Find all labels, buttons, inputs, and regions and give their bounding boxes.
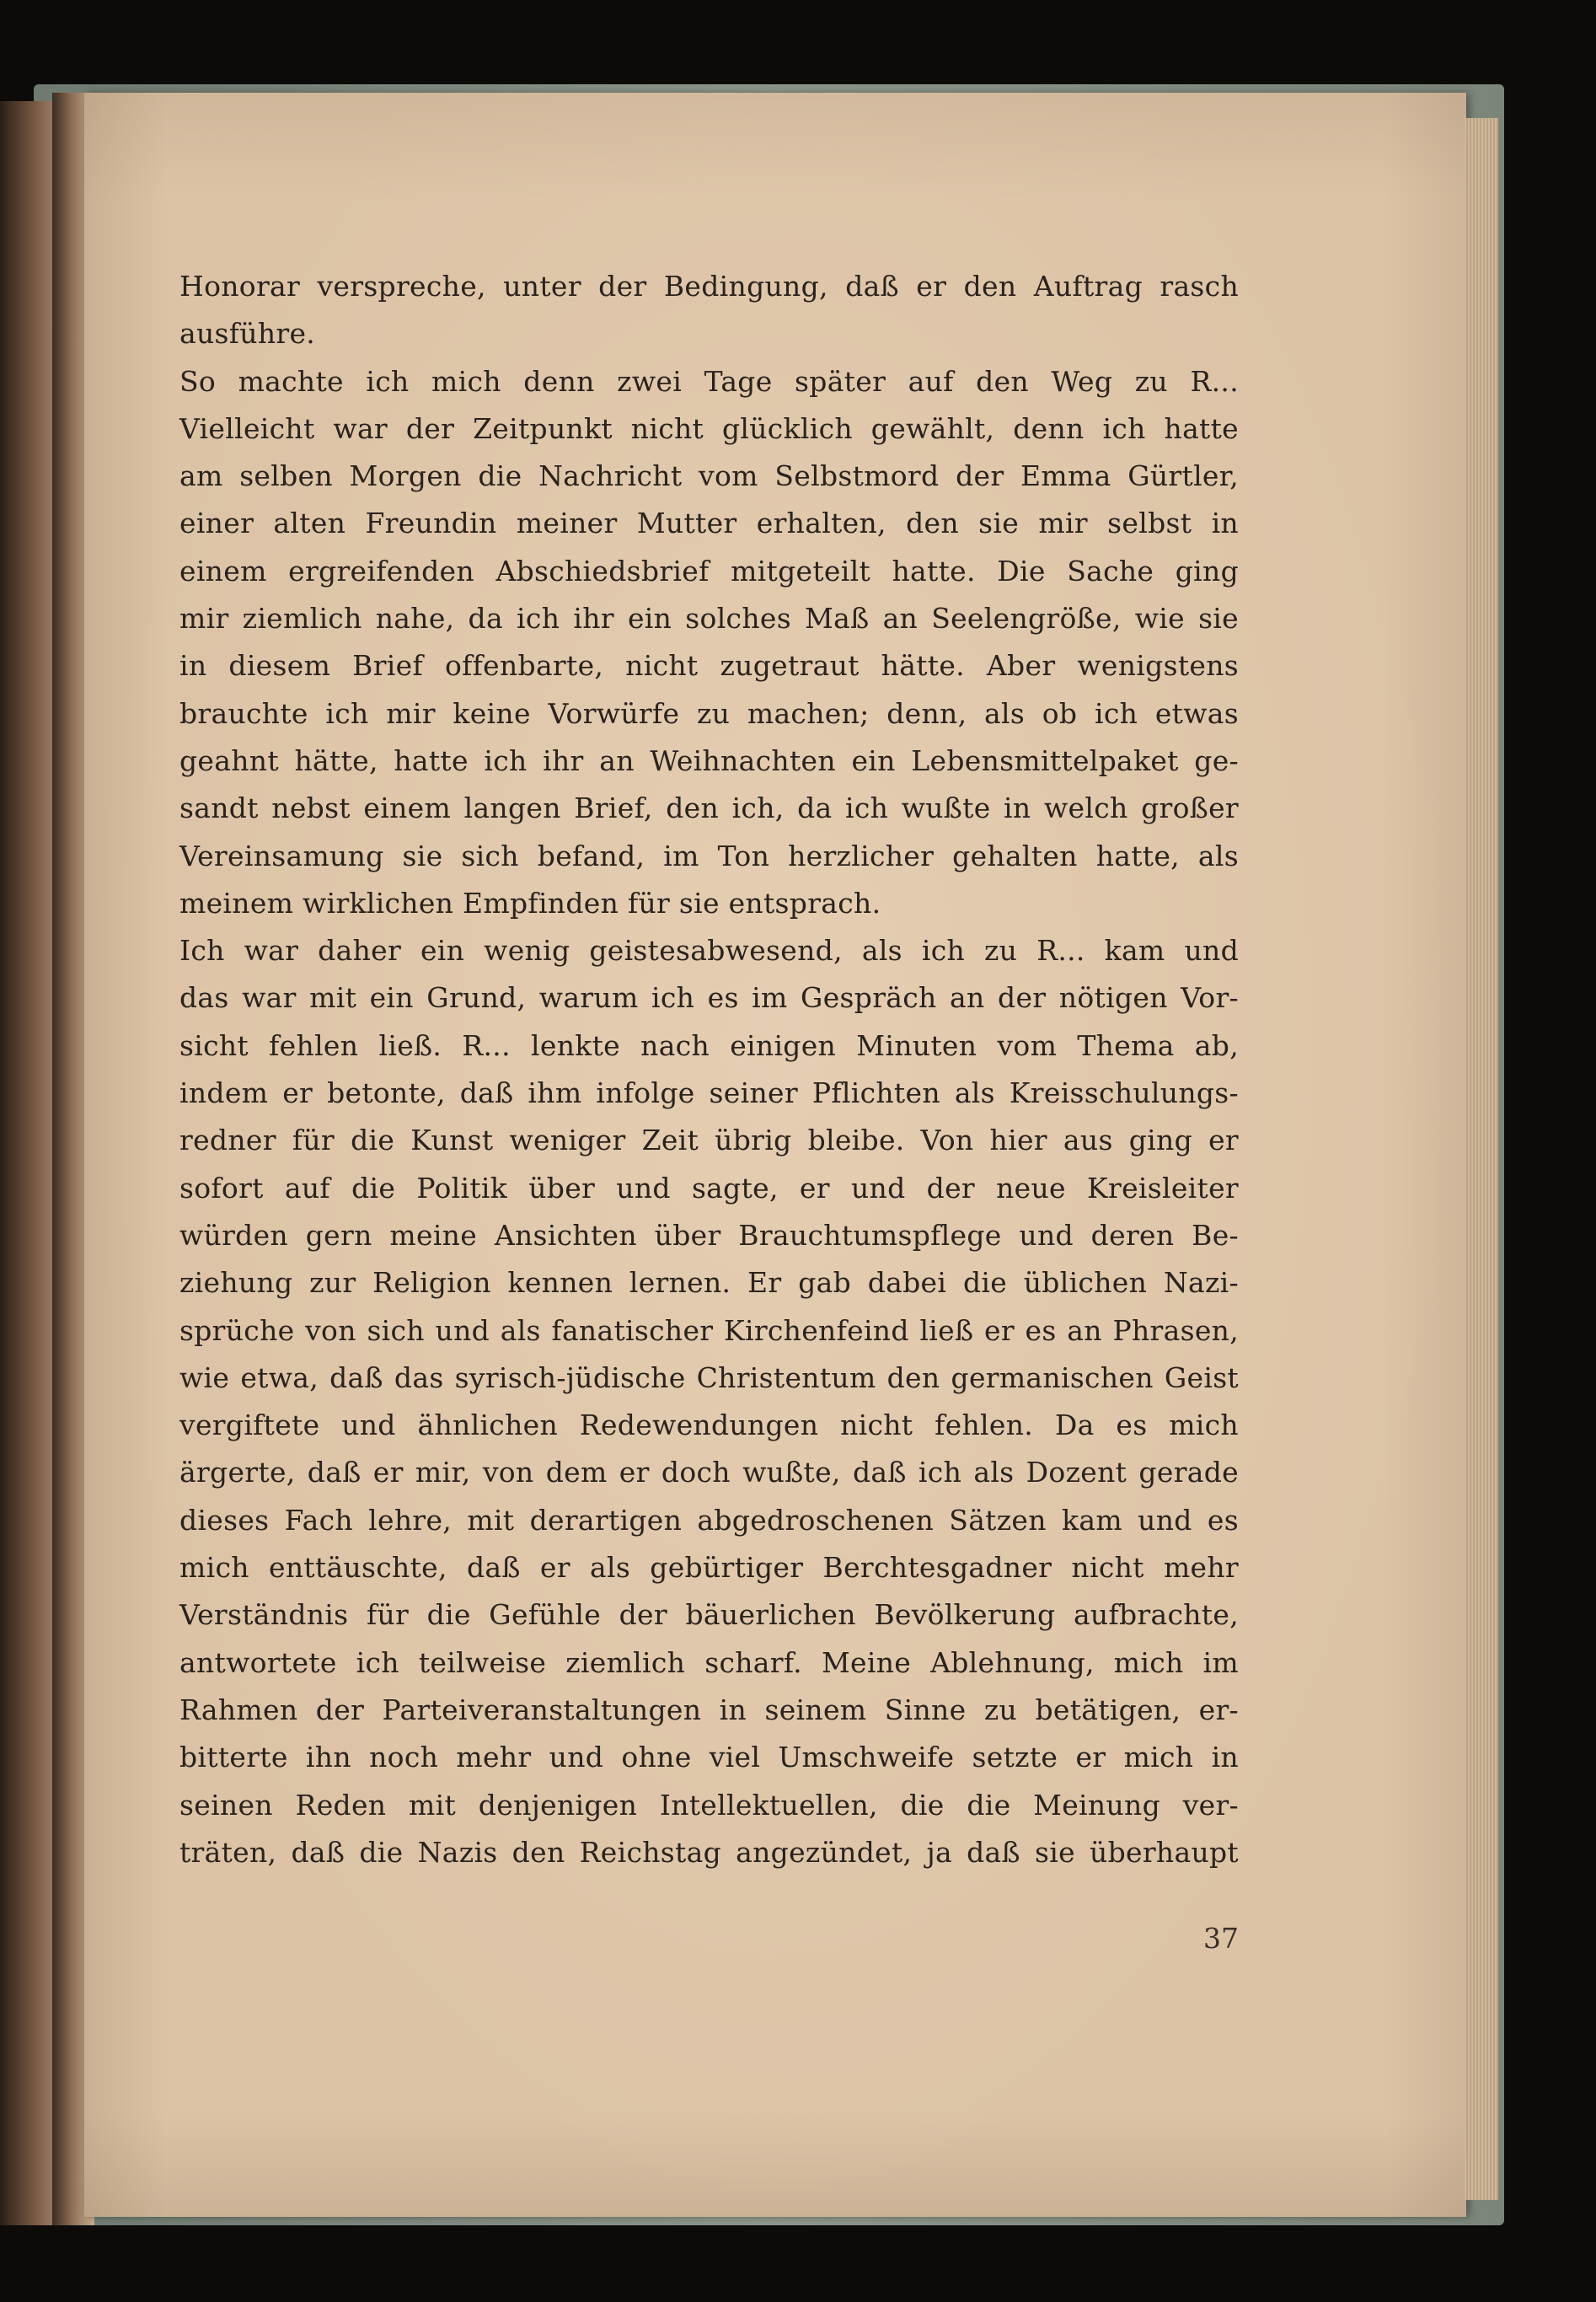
text-line: einem ergreifenden Abschiedsbrief mitgeteilt hatte. Die Sache ging bbox=[179, 554, 1239, 588]
text-line: ziehung zur Religion kennen lernen. Er gab dabei die üblichen Nazi- bbox=[179, 1266, 1239, 1300]
text-line: Honorar verspreche, unter der Bedingung, daß er den Auftrag rasch bbox=[179, 270, 1239, 303]
text-line: sprüche von sich und als fanatischer Kirchenfeind ließ er es an Phrasen, bbox=[179, 1313, 1239, 1347]
text-line: bitterte ihn noch mehr und ohne viel Umschweife setzte er mich in bbox=[179, 1741, 1239, 1774]
text-line: einer alten Freundin meiner Mutter erhalten, den sie mir selbst in bbox=[179, 507, 1239, 540]
text-line: So machte ich mich denn zwei Tage später auf den Weg zu R... bbox=[179, 364, 1239, 398]
text-line: dieses Fach lehre, mit derartigen abgedroschenen Sätzen kam und es bbox=[179, 1503, 1239, 1537]
text-line: träten, daß die Nazis den Reichstag angezündet, ja daß sie überhaupt bbox=[179, 1835, 1239, 1869]
text-line: sandt nebst einem langen Brief, den ich, da ich wußte in welch großer bbox=[179, 791, 1239, 825]
page-number: 37 bbox=[1203, 1922, 1239, 1955]
text-line: sicht fehlen ließ. R... lenkte nach einigen Minuten vom Thema ab, bbox=[179, 1028, 1239, 1062]
text-line: Rahmen der Parteiveranstaltungen in seinem Sinne zu betätigen, er- bbox=[179, 1693, 1239, 1726]
text-line: antwortete ich teilweise ziemlich scharf. Meine Ablehnung, mich im bbox=[179, 1645, 1239, 1679]
text-line: mich enttäuschte, daß er als gebürtiger Berchtesgadner nicht mehr bbox=[179, 1551, 1239, 1585]
text-line: seinen Reden mit denjenigen Intellektuellen, die die Meinung ver- bbox=[179, 1788, 1239, 1822]
text-line: das war mit ein Grund, warum ich es im Gespräch an der nötigen Vor- bbox=[179, 981, 1239, 1015]
text-line: ärgerte, daß er mir, von dem er doch wußte, daß ich als Dozent gerade bbox=[179, 1456, 1239, 1489]
text-line: indem er betonte, daß ihm infolge seiner Pflichten als Kreisschulungs- bbox=[179, 1076, 1239, 1110]
body-text bbox=[179, 263, 1239, 1876]
text-line: vergiftete und ähnlichen Redewendungen nicht fehlen. Da es mich bbox=[179, 1409, 1239, 1442]
text-line: brauchte ich mir keine Vorwürfe zu machen; denn, als ob ich etwas bbox=[179, 696, 1239, 730]
text-line: in diesem Brief offenbarte, nicht zugetraut hätte. Aber wenigstens bbox=[179, 649, 1239, 683]
text-line: am selben Morgen die Nachricht vom Selbstmord der Emma Gürtler, bbox=[179, 459, 1239, 493]
text-line: Vielleicht war der Zeitpunkt nicht glücklich gewählt, denn ich hatte bbox=[179, 411, 1239, 445]
page-block-edges bbox=[1465, 118, 1498, 2200]
text-line: mir ziemlich nahe, da ich ihr ein solches Maß an Seelengröße, wie sie bbox=[179, 602, 1239, 636]
text-line: redner für die Kunst weniger Zeit übrig bleibe. Von hier aus ging er bbox=[179, 1124, 1239, 1157]
facing-page-edge bbox=[0, 101, 59, 2225]
text-line: meinem wirklichen Empfinden für sie entsprach. bbox=[179, 886, 881, 920]
text-line: wie etwa, daß das syrisch-jüdische Christentum den germanischen Geist bbox=[179, 1360, 1239, 1394]
text-line: geahnt hätte, hatte ich ihr an Weihnachten ein Lebensmittelpaket ge- bbox=[179, 743, 1239, 777]
text-line: würden gern meine Ansichten über Brauchtumspflege und deren Be- bbox=[179, 1218, 1239, 1252]
text-line: Verständnis für die Gefühle der bäuerlichen Bevölkerung aufbrachte, bbox=[179, 1598, 1239, 1632]
text-line: ausführe. bbox=[179, 317, 316, 351]
text-line: sofort auf die Politik über und sagte, er und der neue Kreisleiter bbox=[179, 1171, 1239, 1205]
text-line: Ich war daher ein wenig geistesabwesend, als ich zu R... kam und bbox=[179, 934, 1239, 968]
text-line: Vereinsamung sie sich befand, im Ton herzlicher gehalten hatte, als bbox=[179, 839, 1239, 872]
